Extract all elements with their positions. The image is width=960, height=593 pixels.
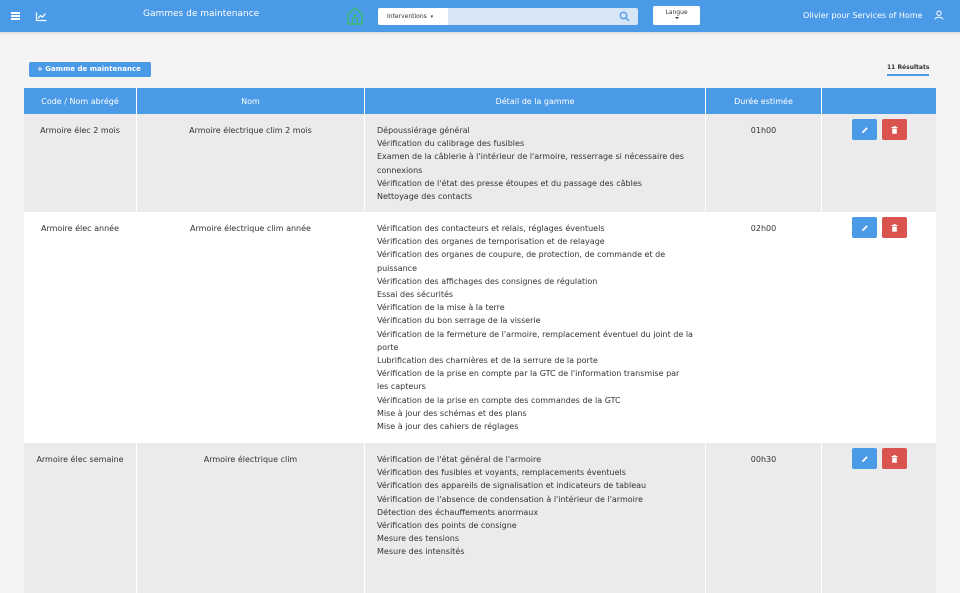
edit-button[interactable] xyxy=(852,217,877,238)
trash-icon xyxy=(891,455,898,463)
detail-line: Mesure des tensions xyxy=(377,534,460,544)
detail-line: Mise à jour des cahiers de réglages xyxy=(377,422,519,432)
search-input[interactable] xyxy=(448,8,638,25)
row-actions xyxy=(822,114,936,212)
detail-line: Vérification de la prise en compte par la GTC de l'information transmise par les capteurs xyxy=(377,369,680,392)
add-maintenance-range-button[interactable]: + Gamme de maintenance xyxy=(29,62,151,77)
detail-line: Détection des échauffements anormaux xyxy=(377,507,539,517)
detail-line: Examen de la câblerie à l'intérieur de l'armoire, resserrage si nécessaire des connexions xyxy=(377,152,684,175)
user-name[interactable]: Olivier pour Services of Home xyxy=(803,11,923,20)
row-nom: Armoire électrique clim xyxy=(137,443,365,593)
detail-line: Dépoussiérage général xyxy=(377,126,470,135)
detail-line: Vérification des fusibles et voyants, remplacements éventuels xyxy=(377,468,626,478)
row-detail xyxy=(365,212,706,443)
row-nom: Armoire électrique clim 2 mois xyxy=(137,114,365,212)
row-actions xyxy=(822,443,936,593)
column-header-detail[interactable]: Détail de la gamme xyxy=(365,88,706,114)
column-header-duree[interactable]: Durée estimée xyxy=(706,88,822,114)
home-logo-icon[interactable] xyxy=(345,5,365,27)
search-icon[interactable] xyxy=(619,11,630,22)
detail-line: Essai des sécurités xyxy=(377,290,454,300)
menu-icon[interactable] xyxy=(8,9,22,23)
detail-line: Vérification des points de consigne xyxy=(377,521,517,531)
row-code: Armoire élec semaine xyxy=(24,443,137,593)
chart-icon[interactable] xyxy=(34,9,48,23)
user-icon[interactable] xyxy=(934,10,944,20)
detail-line: Vérification des organes de coupure, de protection, de commande et de puissance xyxy=(377,250,666,273)
detail-line: Vérification de la mise à la terre xyxy=(377,303,505,313)
detail-line: Mesure des intensités xyxy=(377,547,465,557)
table-row xyxy=(24,114,936,212)
delete-button[interactable] xyxy=(882,119,907,140)
edit-button[interactable] xyxy=(852,448,877,469)
language-dropdown[interactable] xyxy=(653,6,700,25)
maintenance-table xyxy=(24,88,936,593)
interventions-dropdown[interactable] xyxy=(378,8,448,25)
detail-line: Vérification de l'état des presse étoupes et du passage des câbles xyxy=(377,178,642,188)
pencil-icon xyxy=(861,126,869,134)
delete-button[interactable] xyxy=(882,448,907,469)
column-header-actions xyxy=(822,88,936,114)
table-header xyxy=(24,88,936,114)
detail-line: Vérification des organes de temporisation et de relayage xyxy=(377,237,605,247)
row-code: Armoire élec année xyxy=(24,212,137,443)
trash-icon xyxy=(891,126,898,134)
top-bar xyxy=(0,0,960,32)
page-title: Gammes de maintenance xyxy=(143,9,260,19)
detail-line: Vérification de la fermeture de l'armoire, remplacement éventuel du joint de la porte xyxy=(377,329,693,352)
detail-line: Vérification du bon serrage de la visserie xyxy=(377,316,541,326)
table-row xyxy=(24,443,936,593)
delete-button[interactable] xyxy=(882,217,907,238)
row-code: Armoire élec 2 mois xyxy=(24,114,137,212)
detail-line: Vérification de la prise en compte des commandes de la GTC xyxy=(377,395,621,405)
interventions-label: Interventions xyxy=(387,13,427,20)
caret-down-icon: ▾ xyxy=(430,14,434,20)
detail-line: Vérification de l'absence de condensation à l'intérieur de l'armoire xyxy=(377,494,643,504)
detail-line: Vérification de l'état général de l'armoire xyxy=(377,455,542,464)
detail-line: Lubrification des charnières et de la serrure de la porte xyxy=(377,356,598,366)
row-nom: Armoire électrique clim année xyxy=(137,212,365,443)
row-actions xyxy=(822,212,936,443)
results-count: 11 Résultats xyxy=(887,64,929,76)
detail-line: Vérification des contacteurs et relais, réglages éventuels xyxy=(377,224,605,233)
detail-line: Vérification des appareils de signalisation et indicateurs de tableau xyxy=(377,481,647,491)
table-row xyxy=(24,212,936,443)
edit-button[interactable] xyxy=(852,119,877,140)
trash-icon xyxy=(891,224,898,232)
column-header-code[interactable]: Code / Nom abrégé xyxy=(24,88,137,114)
pencil-icon xyxy=(861,455,869,463)
row-duree: 02h00 xyxy=(706,212,822,443)
row-detail xyxy=(365,114,706,212)
detail-line: Nettoyage des contacts xyxy=(377,192,473,202)
detail-line: Vérification du calibrage des fusibles xyxy=(377,139,525,149)
pencil-icon xyxy=(861,224,869,232)
row-duree: 00h30 xyxy=(706,443,822,593)
caret-down-icon xyxy=(675,17,679,19)
row-duree: 01h00 xyxy=(706,114,822,212)
column-header-nom[interactable]: Nom xyxy=(137,88,365,114)
detail-line: Vérification des affichages des consignes de régulation xyxy=(377,276,598,286)
row-detail xyxy=(365,443,706,593)
detail-line: Mise à jour des schémas et des plans xyxy=(377,408,527,418)
language-label: Langue xyxy=(665,9,688,16)
